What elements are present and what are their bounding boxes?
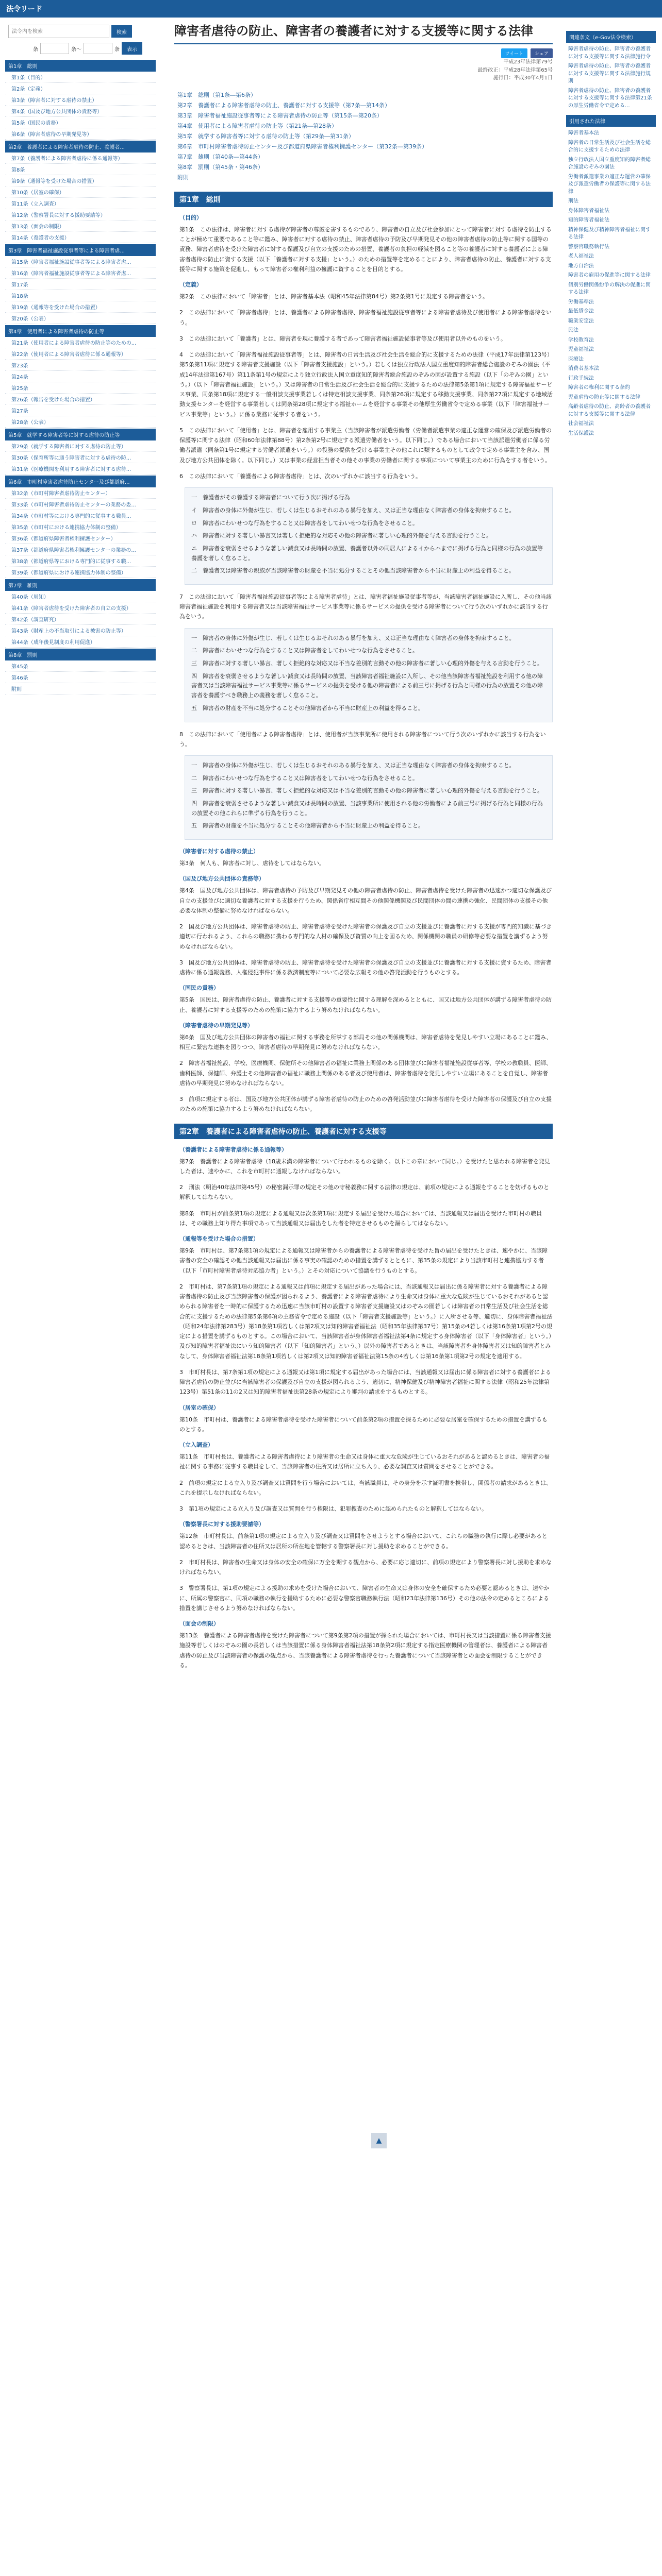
chapter-heading: 第2章 養護者による障害者虐待の防止、養護者に対する支援等: [174, 1124, 553, 1139]
toc-article-link[interactable]: 第17条: [5, 279, 156, 290]
paragraph-text: 2 刑法（明治40年法律第45号）の秘密漏示罪の規定その他の守秘義務に関する法律の規定は、前項の規定による通報をすることを妨げるものと解釈してはならない。: [179, 1184, 549, 1201]
last-amendment: 最終改正：平成28年法律第65号: [477, 67, 553, 73]
paragraph-text: 3 前項に規定する者は、国及び地方公共団体が講ずる障害者虐待の防止のための啓発活動並びに障害者虐待を受けた障害者の保護及び自立の支援のための施策に協力するよう努めなければならない。: [179, 1096, 552, 1113]
toc-article-link[interactable]: 第33条（市町村障害者虐待防止センターの業務の委...: [5, 499, 156, 510]
article-caption: （養護者による障害者虐待に係る通報等）: [179, 1146, 287, 1153]
paragraph-text: 3 市町村長は、第7条第1項の規定による通報又は第1項に規定する届出があった場合には、当該通報又は届出に係る障害者に対する養護者による障害者虐待の防止並びに当該障害者の保護及び自立の支援が図られるよう、適切に、精神保健及び精神障害者福祉に関する法律（昭和25年法律第123号）第51条の11の2又は知的障害者福祉法第28条の規定により審判の請求をするものとする。: [179, 1368, 551, 1396]
list-item: 三 障害者に対する著しい暴言、著しく拒絶的な対応又は不当な差別的言動その他の障害者に著しい心理的外傷を与える言動を行うこと。: [191, 787, 543, 794]
toc-article-link[interactable]: 第3条（障害者に対する虐待の禁止）: [5, 94, 156, 106]
toc-article-link[interactable]: 第30条（保育所等に通う障害者に対する虐待の防...: [5, 452, 156, 463]
toc-article-link[interactable]: 第40条（周知）: [5, 591, 156, 602]
paragraph-text: 3 国及び地方公共団体は、障害者虐待の防止、障害者虐待を受けた障害者の保護及び自立の支援並びに養護者に対する支援に資するため、障害者虐待に係る通報義務、人権侵犯事件に係る救済制度等について必要な広報その他の啓発活動を行うものとする。: [179, 959, 552, 976]
arrow-up-icon: ▲: [376, 2137, 382, 2145]
sidebar-section-heading: 関連条文（e-Gov法令検索）: [566, 31, 656, 43]
header-bar: [0, 0, 662, 18]
toc-article-link[interactable]: 第24条: [5, 371, 156, 382]
list-item: 四 障害者を衰弱させるような著しい減食又は長時間の放置、当該障害者福祉施設に入所し、その他当該障害者福祉施設を利用する他の障害者又は当該障害福祉サービス事業等に係るサービスの提供を受ける他の障害者による前三号に掲げる行為と同様の行為の放置その他の障害者を養護すべき職務上の義務を著しく怠ること。: [191, 672, 543, 699]
toc-article-link[interactable]: 第19条（通報等を受けた場合の措置）: [5, 301, 156, 313]
toc-article-link[interactable]: 第9条（通報等を受けた場合の措置）: [5, 175, 156, 187]
toc-chapter-heading[interactable]: 第3章 障害者福祉施設従事者等による障害者虐...: [5, 244, 156, 256]
toc-article-link[interactable]: 第37条（都道府県障害者権利擁護センターの業務の...: [5, 544, 156, 555]
article-text: 第5条 国民は、障害者虐待の防止、養護者に対する支援等の重要性に関する理解を深めるとともに、国又は地方公共団体が講ずる障害者虐待の防止、養護者に対する支援等のための施策に協力するよう努めなければならない。: [179, 996, 552, 1013]
toc-article-link[interactable]: 第31条（医療機関を利用する障害者に対する虐待...: [5, 463, 156, 474]
toc-article-link[interactable]: 第25条: [5, 382, 156, 394]
related-law-link[interactable]: 障害者の権利に関する条約: [568, 385, 630, 391]
toc-article-link[interactable]: 第34条（市町村等における専門的に従事する職員...: [5, 510, 156, 521]
related-law-link[interactable]: 身体障害者福祉法: [568, 208, 609, 214]
paragraph-text: 2 この法律において「障害者虐待」とは、養護者による障害者虐待、障害者福祉施設従事者等による障害者虐待及び使用者による障害者虐待をいう。: [179, 309, 552, 326]
toc-article-link[interactable]: 第35条（市町村における連携協力体制の整備）: [5, 521, 156, 533]
toc-article-link[interactable]: 第5条（国民の責務）: [5, 117, 156, 128]
toc-chapter-heading[interactable]: 第1章 総則: [5, 60, 156, 72]
chapter-link[interactable]: 第1章 総則（第1条―第6条）: [177, 91, 256, 98]
toc-article-link[interactable]: 第21条（使用者による障害者虐待の防止等のための...: [5, 337, 156, 348]
list-item: 一 障害者の身体に外傷が生じ、若しくは生じるおそれのある暴行を加え、又は正当な理由なく障害者の身体を拘束すること。: [191, 762, 515, 769]
paragraph-text: 2 国及び地方公共団体は、障害者虐待の防止、障害者虐待を受けた障害者の保護及び自立の支援並びに養護者に対する支援が専門的知識に基づき適切に行われるよう、これらの職務に携わる専門的な人材の確保及び資質の向上を図るため、関係機関の職員の研修等必要な措置を講ずるよう努めなければならない。: [179, 923, 552, 950]
law-number: 平成23年法律第79号: [503, 59, 553, 65]
article-caption: （通報等を受けた場合の措置）: [179, 1235, 259, 1243]
toc-article-link[interactable]: 第12条（警察署長に対する援助要請等）: [5, 209, 156, 221]
toc-article-link[interactable]: 第2条（定義）: [5, 83, 156, 94]
related-law-link[interactable]: 障害者の日常生活及び社会生活を総合的に支援するための法律: [568, 140, 651, 153]
range-to-input[interactable]: [84, 43, 112, 54]
paragraph-text: 7 この法律において「障害者福祉施設従事者等による障害者虐待」とは、障害者福祉施設従事者等が、当該障害者福祉施設に入所し、その他当該障害者福祉施設を利用する障害者又は当該障害福祉サービス事業等に係るサービスの提供を受ける障害者について行う次のいずれかに該当する行為をいう。: [179, 593, 552, 620]
chapter-link[interactable]: 第3章 障害者福祉施設従事者等による障害者虐待の防止等（第15条―第20条）: [177, 112, 383, 119]
paragraph-text: 5 この法律において「使用者」とは、障害者を雇用する事業主（当該障害者が派遣労働者（労働者派遣事業の適正な運営の確保及び派遣労働者の保護等に関する法律（昭和60年法律第88号）第2条第2号に規定する派遣労働者をいう。以下同じ。）である場合において当該派遣労働者に係る労働者派遣（同条第1号に規定する労働者派遣をいう。）の役務の提供を受ける事業主その他これに類するものとして政令で定める事業主を含み、国及び地方公共団体を除く。以下同じ。）又は事業の経営担当者その他その事業の労働者に関する事項について事業主のために行為をする者をいう。: [179, 427, 552, 464]
article-caption: （国及び地方公共団体の責務等）: [179, 875, 264, 883]
list-item: 五 障害者の財産を不当に処分することその他障害者から不当に財産上の利益を得ること。: [191, 704, 424, 711]
toc-article-link[interactable]: 第41条（障害者虐待を受けた障害者の自立の支援）: [5, 602, 156, 614]
related-law-link[interactable]: 高齢者虐待の防止、高齢者の養護者に対する支援等に関する法律: [568, 404, 651, 417]
paragraph-text: 2 前項の規定による立入り及び調査又は質問を行う場合においては、当該職員は、その身分を示す証明書を携帯し、関係者の請求があるときは、これを提示しなければならない。: [179, 1479, 552, 1496]
chapter-link[interactable]: 第6章 市町村障害者虐待防止センター及び都道府県障害者権利擁護センター（第32条―第39条）: [177, 143, 428, 150]
related-law-link[interactable]: 最低賃金法: [568, 309, 594, 314]
article-text: 第1条 この法律は、障害者に対する虐待が障害者の尊厳を害するものであり、障害者の自立及び社会参加にとって障害者に対する虐待を防止することが極めて重要であること等に鑑み、障害者に対する虐待の禁止、障害者虐待の予防及び早期発見その他の障害者虐待の防止等に関する国等の責務、障害者虐待を受けた障害者に対する保護及び自立の支援のための措置、養護者の負担の軽減を図ること等の養護者に対する養護者による障害者虐待の防止に資する支援（以下「養護者に対する支援」という。）のための措置等を定めることにより、障害者虐待の防止、養護者に対する支援等に関する施策を促進し、もって障害者の権利利益の擁護に資することを目的とする。: [179, 226, 552, 273]
list-item: 五 障害者の財産を不当に処分することその他障害者から不当に財産上の利益を得ること。: [191, 822, 424, 829]
toc-article-link[interactable]: 第13条（面会の制限）: [5, 221, 156, 232]
law-meta: [174, 58, 553, 82]
toc-article-link[interactable]: 第38条（都道府県等における専門的に従事する職...: [5, 555, 156, 567]
article-text: 第2条 この法律において「障害者」とは、障害者基本法（昭和45年法律第84号）第2条第1号に規定する障害者をいう。: [179, 293, 488, 300]
toc-article-link[interactable]: 第43条（財産上の不当取引による被害の防止等）: [5, 625, 156, 636]
paragraph-text: 2 市町村は、第7条第1項の規定による通報又は前項に規定する届出があった場合には、当該通報又は届出に係る障害者に対する養護者による障害者虐待の防止及び当該障害者の保護が図られるよう、養護者による障害者虐待により生命又は身体に重大な危険が生じているおそれがあると認められる障害者を一時的に保護するため迅速に当該市町村の設置する障害者支援施設又はのぞみの園若しくは障害者の日常生活及び社会生活を総合的に支援するための法律第5条第6項の主務省令で定める施設（以下「障害者支援施設等」という。）に入所させる等、適切に、身体障害者福祉法（昭和24年法律第283号）第18条第1項若しくは第2項又は知的障害者福祉法（昭和35年法律第37号）第15条の4若しくは第16条第1項第2号の規定による措置を講ずるものとする。この場合において、当該障害者が身体障害者福祉法第4条に規定する身体障害者（以下「身体障害者」という。）及び知的障害者福祉法にいう知的障害者（以下「知的障害者」という。）以外の障害者であるときは、当該障害者を身体障害者又は知的障害者とみなして、身体障害者福祉法第18条第1項若しくは第2項又は知的障害者福祉法第15条の4若しくは第16条第1項第2号の規定を適用する。: [179, 1283, 553, 1360]
related-law-link[interactable]: 学校教育法: [568, 337, 594, 343]
related-law-link[interactable]: 児童福祉法: [568, 347, 594, 352]
related-law-link[interactable]: 地方自治法: [568, 263, 594, 269]
related-law-link[interactable]: 警察官職務執行法: [568, 244, 609, 250]
related-law-link[interactable]: 独立行政法人国立重度知的障害者総合施設のぞみの園法: [568, 157, 651, 170]
chapter-link[interactable]: 第4章 使用者による障害者虐待の防止等（第21条―第28条）: [177, 122, 337, 129]
related-law-link[interactable]: 障害者の雇用の促進等に関する法律: [568, 273, 651, 278]
toc-chapter-heading[interactable]: 第2章 養護者による障害者虐待の防止、養護者...: [5, 141, 156, 152]
toc-article-link[interactable]: 第15条（障害者福祉施設従事者等による障害者虐...: [5, 256, 156, 267]
search-button[interactable]: 検索: [111, 25, 132, 38]
toc-article-link[interactable]: 第23条: [5, 360, 156, 371]
toc-article-link[interactable]: 第29条（就学する障害者に対する虐待の防止等）: [5, 440, 156, 452]
toc-article-link[interactable]: 第11条（立入調査）: [5, 198, 156, 209]
article-text: 第12条 市町村長は、前条第1項の規定による立入り及び調査又は質問をさせようとする場合において、これらの職務の執行に際し必要があると認めるときは、当該障害者の住所又は居所の所在地を管轄する警察署長に対し援助を求めることができる。: [179, 1533, 548, 1550]
range-show-button[interactable]: 表示: [122, 42, 142, 55]
site-logo[interactable]: 法令リード: [6, 5, 42, 13]
chapter-heading: 第1章 総則: [174, 192, 553, 207]
article-text: 第4条 国及び地方公共団体は、障害者虐待の予防及び早期発見その他の障害者虐待の防止、障害者虐待を受けた障害者の迅速かつ適切な保護及び自立の支援並びに適切な養護者に対する支援を行うため、関係省庁相互間その他関係機関及び民間団体の間の連携の強化、民間団体の支援その他必要な体制の整備に努めなければならない。: [179, 887, 552, 914]
article-caption: （目的）: [179, 214, 202, 221]
related-law-link[interactable]: 障害者虐待の防止、障害者の養護者に対する支援等に関する法律施行令: [568, 46, 651, 60]
article-text: 第6条 国及び地方公共団体の障害者の福祉に関する事務を所掌する部局その他の関係機関は、障害者虐待を発見しやすい立場にあることに鑑み、相互に緊密な連携を図りつつ、障害者虐待の早期発見に努めなければならない。: [179, 1033, 552, 1051]
related-law-link[interactable]: 児童虐待の防止等に関する法律: [568, 394, 640, 400]
toc-article-link[interactable]: 第39条（都道府県における連携協力体制の整備）: [5, 567, 156, 578]
toc-article-link[interactable]: 第16条（障害者福祉施設従事者等による障害者虐...: [5, 267, 156, 279]
article-text: 第7条 養護者による障害者虐待（18歳未満の障害者について行われるものを除く。以下この章において同じ。）を受けたと思われる障害者を発見した者は、速やかに、これを市町村に通報しなければならない。: [179, 1158, 551, 1175]
list-item: 二 障害者にわいせつな行為をすること又は障害者をしてわいせつな行為をさせること。: [191, 774, 418, 782]
list-item: 四 障害者を衰弱させるような著しい減食又は長時間の放置、当該事業所に使用される他の労働者による前三号に掲げる行為と同様の行為の放置その他これらに準ずる行為を行うこと。: [191, 800, 543, 817]
paragraph-text: 3 この法律において「養護者」とは、障害者を現に養護する者であって障害者福祉施設従事者等及び使用者以外のものをいう。: [179, 335, 506, 342]
share-button[interactable]: シェア: [531, 48, 553, 58]
article-caption: （定義）: [179, 281, 202, 289]
chapter-link[interactable]: 第5章 就学する障害者等に対する虐待の防止等（第29条―第31条）: [177, 132, 354, 140]
main-content: [161, 18, 566, 1676]
toc-article-link[interactable]: 第28条（公表）: [5, 416, 156, 428]
article-toc: [5, 60, 156, 694]
paragraph-text: 3 警察署長は、第1項の規定による援助の求めを受けた場合において、障害者の生命又は身体の安全を確保するため必要と認めるときは、速やかに、所属の警察官に、同項の職務の執行を援助するために必要な警察官職務執行法（昭和23年法律第136号）その他の法令の定めるところによる措置を講じさせるよう努めなければならない。: [179, 1585, 550, 1612]
related-law-link[interactable]: 個別労働関係紛争の解決の促進に関する法律: [568, 282, 651, 295]
toc-chapter-heading[interactable]: 第7章 雑則: [5, 579, 156, 591]
toc-article-link[interactable]: 第26条（報告を受けた場合の措置）: [5, 394, 156, 405]
list-item: 一 障害者の身体に外傷が生じ、若しくは生じるおそれのある暴行を加え、又は正当な理由なく障害者の身体を拘束すること。: [191, 634, 515, 641]
sidebar-section-heading: 引用された法律: [566, 115, 656, 127]
related-law-link[interactable]: 障害者虐待の防止、障害者の養護者に対する支援等に関する法律施行規則: [568, 63, 651, 84]
toc-article-link[interactable]: 第8条: [5, 164, 156, 175]
chapter-link[interactable]: 附則: [177, 174, 189, 181]
list-item: 二 養護者又は障害者の親族が当該障害者の財産を不当に処分することその他当該障害者から不当に財産上の利益を得ること。: [191, 567, 515, 574]
toc-chapter-heading[interactable]: 第4章 使用者による障害者虐待の防止等: [5, 325, 156, 337]
toc-article-link[interactable]: 第22条（使用者による障害者虐待に係る通報等）: [5, 348, 156, 360]
range-label-2: 条～: [71, 46, 81, 53]
toc-article-link[interactable]: 第20条（公表）: [5, 313, 156, 324]
article-caption: （面会の制限）: [179, 1620, 219, 1628]
paragraph-text: 8 この法律において「使用者による障害者虐待」とは、使用者が当該事業所に使用される障害者について行う次のいずれかに該当する行為をいう。: [179, 731, 546, 748]
right-sidebar: [566, 18, 662, 1676]
related-law-link[interactable]: 生活保護法: [568, 430, 594, 436]
toc-article-link[interactable]: 第36条（都道府県障害者権利擁護センター）: [5, 533, 156, 544]
paragraph-text: 3 第1項の規定による立入り及び調査又は質問を行う権限は、犯罪捜査のために認められたものと解釈してはならない。: [179, 1505, 487, 1513]
related-law-link[interactable]: 職業安定法: [568, 318, 594, 324]
chapter-link[interactable]: 第8章 罰則（第45条・第46条）: [177, 163, 263, 171]
related-law-link[interactable]: 精神保健及び精神障害者福祉に関する法律: [568, 227, 651, 240]
related-law-link[interactable]: 労働基準法: [568, 299, 594, 305]
list-item: イ 障害者の身体に外傷が生じ、若しくは生じるおそれのある暴行を加え、又は正当な理由なく障害者の身体を拘束すること。: [191, 506, 515, 514]
toc-chapter-heading[interactable]: 第8章 罰則: [5, 649, 156, 660]
related-law-link[interactable]: 行政手続法: [568, 375, 594, 381]
range-label-1: 条: [33, 46, 38, 53]
search-input[interactable]: [8, 25, 109, 38]
related-law-link[interactable]: 医療法: [568, 356, 584, 362]
article-caption: （立入調査）: [179, 1442, 213, 1449]
article-caption: （障害者に対する虐待の禁止）: [179, 848, 259, 855]
article-caption: （居室の確保）: [179, 1404, 219, 1411]
article-caption: （国民の責務）: [179, 985, 219, 992]
toc-article-link[interactable]: 第10条（居室の確保）: [5, 187, 156, 198]
toc-article-link[interactable]: 第14条（養護者の支援）: [5, 232, 156, 243]
toc-article-link[interactable]: 第46条: [5, 672, 156, 683]
related-law-link[interactable]: 消費者基本法: [568, 366, 599, 371]
toc-article-link[interactable]: 第7条（養護者による障害者虐待に係る通報等）: [5, 152, 156, 164]
article-text: 第9条 市町村は、第7条第1項の規定による通報又は障害者からの養護者による障害者虐待を受けた旨の届出を受けたときは、速やかに、当該障害者の安全の確認その他当該通報又は届出に係る事実の確認のための措置を講ずるとともに、第35条の規定により当該市町村と連携協力する者（以下「市町村障害者虐待対応協力者」という。）とその対応について協議を行うものとする。: [179, 1247, 548, 1274]
list-item: 二 障害者にわいせつな行為をすること又は障害者をしてわいせつな行為をさせること。: [191, 647, 418, 654]
effective-date: 施行日：平成30年4月1日: [493, 75, 553, 81]
toc-article-link[interactable]: 附則: [5, 683, 156, 694]
item-list-box: [185, 487, 553, 585]
list-item: 三 障害者に対する著しい暴言、著しく拒絶的な対応又は不当な差別的言動その他の障害者に著しい心理的外傷を与える言動を行うこと。: [191, 660, 543, 667]
article-caption: （警察署長に対する援助要請等）: [179, 1521, 264, 1528]
chapter-link[interactable]: 第2章 養護者による障害者虐待の防止、養護者に対する支援等（第7条―第14条）: [177, 101, 390, 109]
related-law-link[interactable]: 社会福祉法: [568, 421, 594, 427]
article-text: 第8条 市町村が前条第1項の規定による通報又は次条第1項に規定する届出を受けた場合においては、当該通報又は届出を受けた市町村の職員は、その職務上知り得た事項であって当該通報又は届出をした者を特定させるものを漏らしてはならない。: [179, 1210, 542, 1227]
article-text: 第3条 何人も、障害者に対し、虐待をしてはならない。: [179, 860, 325, 867]
related-law-link[interactable]: 労働者派遣事業の適正な運営の確保及び派遣労働者の保護等に関する法律: [568, 174, 651, 195]
toc-chapter-heading[interactable]: 第6章 市町村障害者虐待防止センター及び都道府...: [5, 476, 156, 487]
paragraph-text: 2 市町村長は、障害者の生命又は身体の安全の確保に万全を期する観点から、必要に応じ適切に、前項の規定により警察署長に対し援助を求めなければならない。: [179, 1558, 552, 1576]
related-law-link[interactable]: 障害者虐待の防止、障害者の養護者に対する支援等に関する法律第21条の厚生労働省令で定める...: [568, 88, 652, 109]
toc-article-link[interactable]: 第42条（調査研究）: [5, 614, 156, 625]
related-law-link[interactable]: 知的障害者福祉法: [568, 217, 609, 223]
list-item: 一 養護者がその養護する障害者について行う次に掲げる行為: [191, 494, 350, 501]
toc-article-link[interactable]: 第6条（障害者虐待の早期発見等）: [5, 128, 156, 140]
paragraph-text: 4 この法律において「障害者福祉施設従事者等」とは、障害者の日常生活及び社会生活を総合的に支援するための法律（平成17年法律第123号）第5条第11項に規定する障害者支援施設（以下「障害者支援施設」という。）若しくは独立行政法人国立重度知的障害者総合施設のぞみの園法（平成14年法律第167号）第11条第1号の規定により独立行政法人国立重度知的障害者総合施設のぞみの園が設置する施設（以下「のぞみの園」という。）（以下「障害者福祉施設」という。）又は障害者の日常生活及び社会生活を総合的に支援するための法律第5条第1項に規定する障害福祉サービス事業、同条第18項に規定する一般相談支援事業若しくは特定相談支援事業、同条第26項に規定する移動支援事業、同条第27項に規定する地域活動支援センターを経営する事業若しくは同条第28項に規定する福祉ホームを経営する事業その他厚生労働省令で定める事業（以下「障害福祉サービス事業等」という。）に係る業務に従事する者をいう。: [179, 351, 553, 418]
toc-article-link[interactable]: 第1条（目的）: [5, 72, 156, 83]
related-law-link[interactable]: 老人福祉法: [568, 253, 594, 259]
toc-chapter-heading[interactable]: 第5章 就学する障害者等に対する虐待の防止等: [5, 429, 156, 440]
chapter-link[interactable]: 第7章 雑則（第40条―第44条）: [177, 153, 263, 160]
item-list-box: [185, 755, 553, 840]
range-from-input[interactable]: [40, 43, 69, 54]
article-caption: （障害者虐待の早期発見等）: [179, 1022, 253, 1029]
related-law-link[interactable]: 障害者基本法: [568, 130, 599, 136]
toc-article-link[interactable]: 第44条（成年後見制度の利用促進）: [5, 636, 156, 648]
tweet-button[interactable]: ツイート: [501, 48, 528, 58]
toc-article-link[interactable]: 第27条: [5, 405, 156, 416]
toc-article-link[interactable]: 第32条（市町村障害者虐待防止センター）: [5, 487, 156, 499]
article-text: 第10条 市町村は、養護者による障害者虐待を受けた障害者について前条第2項の措置を採るために必要な居室を確保するための措置を講ずるものとする。: [179, 1416, 548, 1433]
list-item: ハ 障害者に対する著しい暴言又は著しく拒絶的な対応その他の障害者に著しい心理的外傷を与える言動を行うこと。: [191, 532, 492, 539]
left-sidebar: [0, 18, 161, 1676]
related-law-link[interactable]: 民法: [568, 328, 578, 333]
toc-article-link[interactable]: 第4条（国及び地方公共団体の責務等）: [5, 106, 156, 117]
related-law-link[interactable]: 刑法: [568, 198, 578, 204]
paragraph-text: 2 障害者福祉施設、学校、医療機関、保健所その他障害者の福祉に業務上関係のある団体並びに障害者福祉施設従事者等、学校の教職員、医師、歯科医師、保健師、弁護士その他障害者の福祉に職務上関係のある者及び使用者は、障害者虐待を発見しやすい立場にあることを自覚し、障害者虐待の早期発見に努めなければならない。: [179, 1060, 552, 1087]
list-item: ニ 障害者を衰弱させるような著しい減食又は長時間の放置、養護者以外の同居人によるイからハまでに掲げる行為と同様の行為の放置等養護を著しく怠ること。: [191, 545, 543, 562]
page-top-button[interactable]: [371, 2133, 387, 2148]
paragraph-text: 6 この法律において「養護者による障害者虐待」とは、次のいずれかに該当する行為をいう。: [179, 472, 421, 480]
chapter-list: [177, 90, 553, 182]
toc-article-link[interactable]: 第18条: [5, 290, 156, 301]
article-text: 第13条 養護者による障害者虐待を受けた障害者について第9条第2項の措置が採られた場合においては、市町村長又は当該措置に係る障害者支援施設等若しくはのぞみの園の長若しくは当該措置に係る身体障害者福祉法第18条第2項に規定する指定医療機関の管理者は、養護者による障害者虐待の防止及び当該障害者の保護の観点から、当該養護者による障害者虐待を行った養護者について当該障害者との面会を制限することができる。: [179, 1632, 551, 1669]
item-list-box: [185, 628, 553, 722]
toc-article-link[interactable]: 第45条: [5, 660, 156, 672]
range-label-3: 条: [114, 46, 120, 53]
article-text: 第11条 市町村長は、養護者による障害者虐待により障害者の生命又は身体に重大な危険が生じているおそれがあると認めるときは、障害者の福祉に関する事務に従事する職員をして、当該障害者の住所又は居所に立ち入り、必要な調査又は質問をさせることができる。: [179, 1453, 550, 1470]
list-item: ロ 障害者にわいせつな行為をすること又は障害者をしてわいせつな行為をさせること。: [191, 519, 418, 527]
page-title: 障害者虐待の防止、障害者の養護者に対する支援等に関する法律: [174, 23, 553, 44]
